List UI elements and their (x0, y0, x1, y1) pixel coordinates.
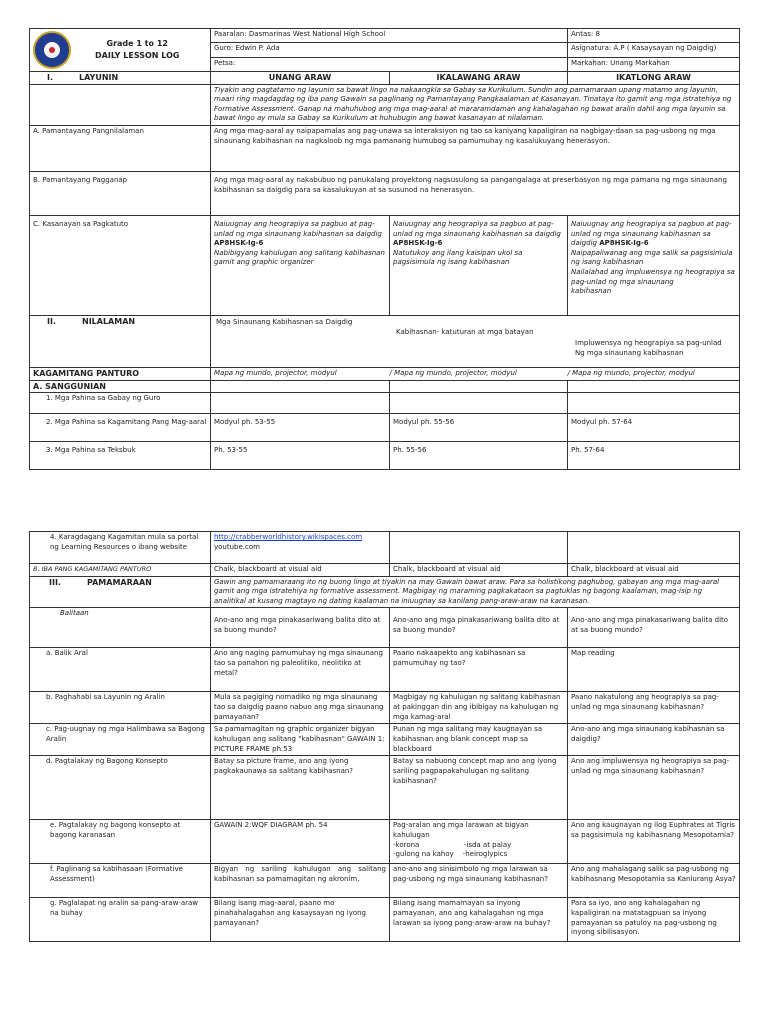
kagamitan-heading: KAGAMITANG PANTURO (30, 367, 211, 380)
competency-code: AP8HSK-Ig-6 (393, 239, 443, 248)
balitaan-day1: Ano-ano ang mga pinakasariwang balita dito at sa buong mundo? (211, 608, 390, 648)
karagdagang-kagamitan-day1 (211, 532, 390, 564)
pagtalakay-day3: Ano ang impluwensya ng heograpiya sa pag-unlad ng mga sinaunang kabihasnan? (568, 756, 740, 820)
deped-seal-logo (33, 31, 71, 69)
paghahabi-day3: Paano nakatulong ang heograpiya sa pag-unlad ng mga sinaunang kabihasnan? (568, 692, 740, 724)
paglinang-day1: Bigyan ng sariling kahulugan ang salitang kabihasnan sa pamamagitan ng akronim. (211, 864, 390, 898)
paaralan: Paaralan: Dasmarinas West National High School (211, 29, 568, 43)
sanggunian-kagamitan-label: 2. Mga Pahina sa Kagamitang Pang Mag-aaral (30, 414, 211, 442)
sanggunian-teksbuk-day2: Ph. 55-56 (390, 442, 568, 470)
sanggunian-kagamitan-day3: Modyul ph. 57-64 (568, 414, 740, 442)
iba-pang-kagamitan-day3: Chalk, blackboard at visual aid (568, 564, 740, 577)
header-logo-cell (30, 29, 211, 72)
iba-pang-kagamitan-day1: Chalk, blackboard at visual aid (211, 564, 390, 577)
balik-aral-day3: Map reading (568, 648, 740, 692)
kagamitan-day3: / Mapa ng mundo, projector, modyul (568, 367, 740, 380)
day1-heading: UNANG ARAW (211, 72, 390, 85)
paghahabi-label: b. Paghahabi sa Layunin ng Aralin (30, 692, 211, 724)
kasanayan-day2: Naiuugnay ang heograpiya sa pagbuo at pag- unlad ng mga sinaunang kabihasnan sa daigdig AP8HSK-Ig-6 Natutukoy ang ilang kaisipan ukol sa pagsisimula ng isang kabihasnan (390, 215, 568, 315)
layunin-text: Tiyakin ang pagtatamo ng layunin sa bawat lingo na nakaangkla sa Gabay sa Kurikulum. Sundin ang pamamaraan upang matamo ang layunin, maari ring magdagdag ng iba pang Gawain sa paglinang ng Pamantayang Pangkaalaman at Kasanayan. Tinataya ito gamit ang mga istratehiya ng Formative Assessment. Ganap na mahuhubog ang mga mag-aaral at mararamdaman ang kahalagahan ng bawat aralin dahil ang mga layunin sa bawat lingo ay mula sa Gabay sa Kurikulum at huhubugin ang bawat kasanayan at nilalaman. (211, 84, 740, 125)
paglinang-day2: ano-ano ang sinisimbolo ng mga larawan sa pag-usbong ng mga sinaunang kabihasnan? (390, 864, 568, 898)
pag-uugnay-day1: Sa pamamagitan ng graphic organizer bigyan kahulugan ang salitang "kabihasnan" GAWAIN 1: PICTURE FRAME ph.53 (211, 724, 390, 756)
pamamaraan-heading: III. PAMAMARAAN (30, 576, 211, 608)
paglalapat-label: g. Paglalapat ng aralin sa pang-araw-araw na buhay (30, 898, 211, 942)
layunin-heading: I. LAYUNIN (30, 72, 211, 85)
paglalapat-day3: Para sa iyo, ano ang kahalagahan ng kapaligiran na matatagpuan sa inyong pamayanan sa patuloy na pag-usbong ng inyong sibilisasyon. (568, 898, 740, 942)
balik-aral-day2: Paano nakaapekto ang kabihasnan sa pamumuhay ng tao? (390, 648, 568, 692)
kasanayan-day1: Naiuugnay ang heograpiya sa pagbuo at pag- unlad ng mga sinaunang kabihasnan sa daigdig AP8HSK-Ig-6 Nabibigyang kahulugan ang salitang kabihasnan gamit ang graphic organizer (211, 215, 390, 315)
pamantayang-pagganap-label: B. Pamantayang Pagganap (30, 171, 211, 215)
sanggunian-teksbuk-label: 3. Mga Pahina sa Teksbuk (30, 442, 211, 470)
paghahabi-day2: Magbigay ng kahulugan ng salitang kabihasnan at pakinggan din ang ibibigay na kahulugan ng mga kamag-aral (390, 692, 568, 724)
bagong-konsepto-day1: GAWAIN 2:WQF DIAGRAM ph. 54 (211, 820, 390, 864)
pagtalakay-day1: Batay sa picture frame, ano ang iyong pagkakaunawa sa salitang kabihasnan? (211, 756, 390, 820)
day2-heading: IKALAWANG ARAW (390, 72, 568, 85)
pag-uugnay-day2: Punan ng mga salitang may kaugnayan sa kabihasnan ang blank concept map sa blackboard (390, 724, 568, 756)
balik-aral-day1: Ano ang naging pamumuhay ng mga sinaunang tao sa panahon ng paleolitiko, neolitiko at metal? (211, 648, 390, 692)
petsa: Petsa: (211, 57, 568, 71)
kasanayan-label: C. Kasanayan sa Pagkatuto (30, 215, 211, 315)
antas: Antas: 8 (568, 29, 740, 43)
kasanayan-day3: Naiuugnay ang heograpiya sa pagbuo at pag-unlad ng mga sinaunang kabihasnan sa daigdig AP8HSK-Ig-6 Naipapaliwanag ang mga salik sa pagsisimula ng isang kabihasnan Nailalahad ang impluwensya ng heograpiya sa pag-unlad ng mga sinaunang kabihasnan (568, 215, 740, 315)
grade-label: Grade 1 to 12 (106, 39, 168, 48)
karagdagang-kagamitan-label: 4. Karagdagang Kagamitan mula sa portal ng Learning Resources o ibang website (30, 532, 211, 564)
balitaan-day2: Ano-ano ang mga pinakasariwang balita dito at sa buong mundo? (390, 608, 568, 648)
pamantayang-pagganap-text: Ang mga mag-aaral ay nakabubuo ng panukalang proyektong nagsusulong sa pangangalaga at preserbasyon ng mga pamana ng mga sinaunang kabihasnan sa daigdig para sa kasalukuyan at sa susunod na henerasyon. (211, 171, 740, 215)
nilalaman-text: Mga Sinaunang Kabihasnan sa Daigdig Kabihasnan- katuturan at mga batayan Impluwensya ng heograpiya sa pag-unlad Ng mga sinaunang kabihasnan (211, 315, 740, 367)
paghahabi-day1: Mula sa pagiging nomadiko ng mga sinaunang tao sa daigdig paano nabuo ang mga sinaunang pamayanan? (211, 692, 390, 724)
sanggunian-teksbuk-day3: Ph. 57-64 (568, 442, 740, 470)
dll-label: DAILY LESSON LOG (95, 51, 180, 60)
competency-code: AP8HSK-Ig-6 (214, 239, 264, 248)
balitaan-day3: Ano-ano ang mga pinakasariwang balita dito at sa buong mundo? (568, 608, 740, 648)
competency-code: AP8HSK-Ig-6 (599, 239, 649, 248)
bagong-konsepto-day3: Ano ang kaugnayan ng ilog Euphrates at Tigris sa pagsisimula ng kabihasnang Mesopotamia? (568, 820, 740, 864)
markahan: Markahan: Unang Markahan (568, 57, 740, 71)
guro: Guro: Edwin P. Ada (211, 43, 568, 57)
pamantayang-pangnilalaman-text: Ang mga mag-aaral ay naipapamalas ang pag-unawa sa interaksiyon ng tao sa kaniyang kapaligiran na nagbigay-daan sa pag-usbong ng mga sinaunang kabihasnan na nagkaloob ng mga pamanang humubog sa pamumuhay ng kasalukuyang henerasyon. (211, 125, 740, 171)
pagtalakay-day2: Batay sa nabuong concept map ano ang iyong sariling pagpapakahulugan ng salitang kabihasnan? (390, 756, 568, 820)
pamantayang-pangnilalaman-label: A. Pamantayang Pangnilalaman (30, 125, 211, 171)
pag-uugnay-day3: Ano-ano ang mga sinaunang kabihasnan sa daigdig? (568, 724, 740, 756)
iba-pang-kagamitan-label: B. IBA PANG KAGAMITANG PANTURO (30, 564, 211, 577)
sanggunian-kagamitan-day2: Modyul ph. 55-56 (390, 414, 568, 442)
pamamaraan-text: Gawin ang pamamaraang ito ng buong lingo at tiyakin na may Gawain bawat araw. Para sa holistikong paghubog, gabayan ang mga mag-aaral gamit ang mga istratehiya ng formative assessment. Magbigay ng maraming pagkakataon sa pagtuklas ng bagong kaalaman, mag-isip ng analitikal at kusang magtayo ng dating kaalaman na iniuugnay sa kanilang pang-araw-araw na karanasan. (211, 576, 740, 608)
pagtalakay-label: d. Pagtalakay ng Bagong Konsepto (30, 756, 211, 820)
bagong-konsepto-day2: Pag-aralan ang mga larawan at bigyan kahulugan -korona -isda at palay -gulong na kahoy -heiroglypics (390, 820, 568, 864)
youtube-text: youtube.com (214, 542, 260, 551)
sanggunian-gabay-label: 1. Mga Pahina sa Gabay ng Guro (30, 393, 211, 414)
bagong-konsepto-label: e. Pagtalakay ng bagong konsepto at bagong karanasan (30, 820, 211, 864)
paglalapat-day1: Bilang isang mag-aaral, paano mo pinahahalagahan ang kasaysayan ng iyong pamayanan? (211, 898, 390, 942)
sanggunian-teksbuk-day1: Ph. 53-55 (211, 442, 390, 470)
day3-heading: IKATLONG ARAW (568, 72, 740, 85)
dll-table-top (29, 28, 740, 470)
sanggunian-heading: A. SANGGUNIAN (30, 380, 211, 393)
balik-aral-label: a. Balik Aral (30, 648, 211, 692)
dll-table-bottom (29, 531, 740, 942)
kagamitan-day1: Mapa ng mundo, projector, modyul (211, 367, 390, 380)
nilalaman-heading: II. NILALAMAN (30, 315, 211, 367)
pag-uugnay-label: c. Pag-uugnay ng mga Halimbawa sa Bagong Aralin (30, 724, 211, 756)
asignatura: Asignatura: A.P ( Kasaysayan ng Daigdig) (568, 43, 740, 57)
kagamitan-day2: / Mapa ng mundo, projector, modyul (390, 367, 568, 380)
resource-link[interactable]: http://crabberworldhistory.wikispaces.com (214, 533, 363, 541)
iba-pang-kagamitan-day2: Chalk, blackboard at visual aid (390, 564, 568, 577)
paglinang-day3: Ano ang mahalagang salik sa pag-usbong ng kabihasnang Mesopotamia sa Kanlurang Asya? (568, 864, 740, 898)
balitaan-label: Balitaan (30, 608, 211, 648)
paglalapat-day2: Bilang isang mamamayan sa inyong pamayanan, ano ang kahalagahan ng mga larawan sa iyong pang-araw-araw na buhay? (390, 898, 568, 942)
paglinang-label: f. Paglinang sa kabihasaan (Formative Assessment) (30, 864, 211, 898)
sanggunian-kagamitan-day1: Modyul ph. 53-55 (211, 414, 390, 442)
